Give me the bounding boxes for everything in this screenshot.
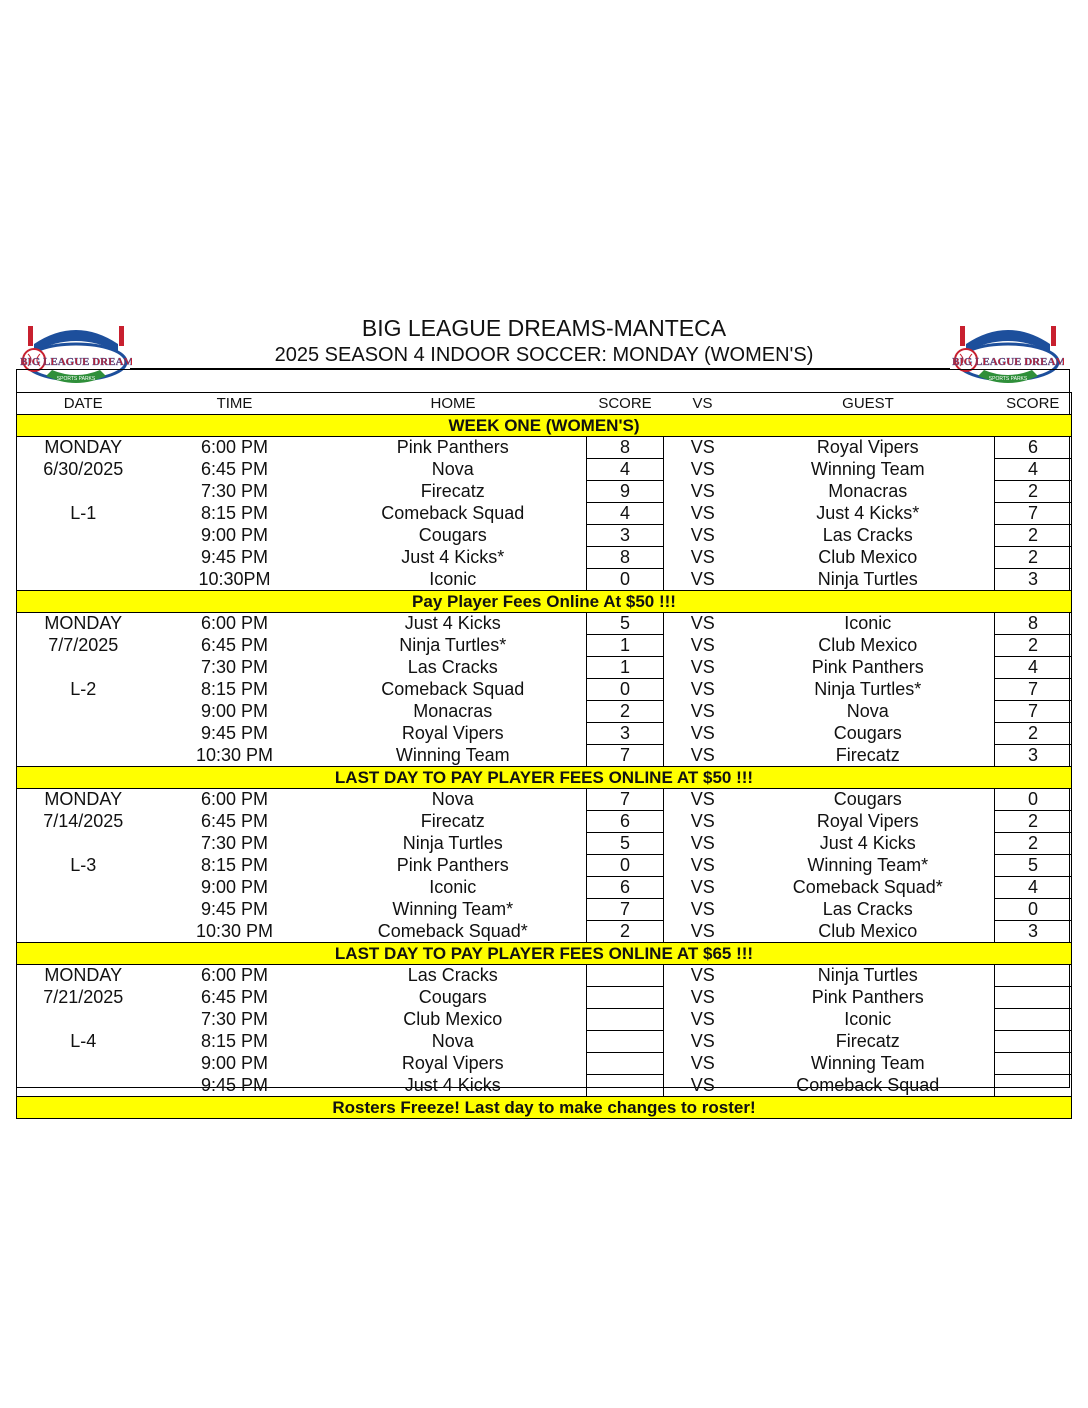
week-one-banner: [17, 415, 1072, 437]
notice-banner-text: Pay Player Fees Online At $50 !!!: [17, 591, 1072, 613]
home-score: 8: [587, 437, 664, 459]
week-one-banner-text: WEEK ONE (WOMEN'S): [17, 415, 1072, 437]
home-team: Winning Team*: [392, 899, 514, 919]
game-time: 7:30 PM: [200, 1009, 269, 1029]
home-team: Royal Vipers: [401, 723, 504, 743]
game-row: [17, 1031, 1072, 1053]
guest-score: 8: [995, 613, 1072, 635]
col-header-guest-score: SCORE: [995, 393, 1072, 415]
guest-team: Firecatz: [835, 744, 900, 765]
home-team: Pink Panthers: [396, 855, 509, 875]
home-team: Las Cracks: [407, 965, 498, 986]
home-score: 0: [587, 569, 664, 591]
notice-banner-text: LAST DAY TO PAY PLAYER FEES ONLINE AT $65 !!!: [17, 943, 1072, 965]
logo-subtext: SPORTS PARKS: [56, 376, 96, 382]
guest-team: Las Cracks: [822, 899, 913, 919]
guest-score: 6: [995, 437, 1072, 459]
game-time: 9:00 PM: [200, 1053, 269, 1073]
game-row: [17, 987, 1072, 1009]
guest-score: 3: [995, 745, 1072, 767]
home-team: Club Mexico: [403, 1009, 503, 1029]
vs-label: VS: [690, 723, 715, 743]
guest-score: 4: [995, 657, 1072, 679]
game-row: [17, 833, 1072, 855]
guest-team: Club Mexico: [818, 920, 918, 941]
vs-label: VS: [690, 568, 715, 589]
home-team: Comeback Squad: [381, 503, 525, 523]
home-score: 2: [587, 921, 664, 943]
vs-label: VS: [690, 744, 715, 765]
guest-score: 0: [995, 899, 1072, 921]
col-header-home: HOME: [320, 393, 587, 415]
game-row: [17, 547, 1072, 569]
guest-score: [995, 1009, 1072, 1031]
home-score: 6: [587, 877, 664, 899]
vs-label: VS: [690, 1009, 715, 1029]
game-row: [17, 459, 1072, 481]
home-score: [587, 987, 664, 1009]
game-row: [17, 657, 1072, 679]
home-team: Royal Vipers: [401, 1053, 504, 1073]
col-header-home-score: SCORE: [587, 393, 664, 415]
col-header-guest: GUEST: [742, 393, 995, 415]
guest-score: 4: [995, 459, 1072, 481]
game-row: [17, 613, 1072, 635]
guest-team: Just 4 Kicks*: [816, 503, 920, 523]
game-time: 8:15 PM: [200, 855, 269, 875]
vs-label: VS: [690, 547, 715, 567]
col-header-time: TIME: [150, 393, 320, 415]
guest-team: Ninja Turtles: [817, 568, 918, 589]
game-date: L-1: [17, 503, 150, 525]
game-date: [17, 833, 150, 855]
vs-label: VS: [690, 899, 715, 919]
home-score: 7: [587, 789, 664, 811]
guest-score: 2: [995, 635, 1072, 657]
home-score: 1: [587, 657, 664, 679]
vs-label: VS: [690, 701, 715, 721]
home-score: 8: [587, 547, 664, 569]
game-date: L-2: [17, 679, 150, 701]
game-time: 9:00 PM: [200, 525, 269, 545]
vs-label: VS: [690, 635, 715, 655]
home-score: 9: [587, 481, 664, 503]
notice-banner-text: LAST DAY TO PAY PLAYER FEES ONLINE AT $50 !!!: [17, 767, 1072, 789]
guest-score: 4: [995, 877, 1072, 899]
home-score: 7: [587, 745, 664, 767]
vs-label: VS: [690, 525, 715, 545]
game-date: [17, 701, 150, 723]
home-team: Firecatz: [420, 481, 485, 501]
home-score: [587, 1075, 664, 1097]
page-title: BIG LEAGUE DREAMS-MANTECA: [361, 315, 727, 341]
game-date: [17, 657, 150, 679]
vs-label: VS: [690, 877, 715, 897]
guest-team: Winning Team: [810, 1053, 925, 1073]
vs-label: VS: [690, 789, 715, 810]
guest-team: Royal Vipers: [816, 437, 919, 458]
guest-score: 3: [995, 569, 1072, 591]
schedule-table: [16, 392, 1072, 1119]
guest-team: Comeback Squad: [796, 1074, 940, 1095]
game-row: [17, 1075, 1072, 1097]
game-row: [17, 1009, 1072, 1031]
game-time: 6:45 PM: [200, 635, 269, 655]
game-date: [17, 723, 150, 745]
home-score: 2: [587, 701, 664, 723]
game-row: [17, 745, 1072, 767]
guest-team: Nova: [846, 701, 889, 721]
home-team: Just 4 Kicks*: [401, 547, 505, 567]
game-date: MONDAY: [17, 613, 150, 635]
game-time: 6:45 PM: [200, 459, 269, 479]
notice-banner: [17, 1097, 1072, 1119]
game-time: 6:00 PM: [200, 437, 269, 458]
vs-label: VS: [690, 1074, 715, 1095]
game-date: [17, 899, 150, 921]
guest-score: 2: [995, 833, 1072, 855]
home-score: 6: [587, 811, 664, 833]
vs-label: VS: [690, 613, 715, 634]
col-header-vs: VS: [664, 393, 742, 415]
game-date: [17, 525, 150, 547]
game-date: [17, 1075, 150, 1097]
vs-label: VS: [690, 855, 715, 875]
home-team: Just 4 Kicks: [404, 613, 501, 634]
game-date: [17, 921, 150, 943]
home-score: 3: [587, 723, 664, 745]
col-header-date: DATE: [17, 393, 150, 415]
home-score: 4: [587, 459, 664, 481]
notice-banner-text: Rosters Freeze! Last day to make changes to roster!: [17, 1097, 1072, 1119]
home-team: Iconic: [429, 568, 477, 589]
guest-score: 7: [995, 701, 1072, 723]
game-date: L-3: [17, 855, 150, 877]
guest-score: 7: [995, 503, 1072, 525]
home-score: [587, 1009, 664, 1031]
game-row: [17, 899, 1072, 921]
guest-team: Ninja Turtles: [817, 965, 918, 986]
vs-label: VS: [690, 833, 715, 853]
guest-team: Pink Panthers: [811, 657, 924, 677]
home-score: [587, 1031, 664, 1053]
home-score: [587, 1053, 664, 1075]
guest-score: 2: [995, 547, 1072, 569]
guest-team: Winning Team*: [807, 855, 929, 875]
home-score: [587, 965, 664, 987]
game-row: [17, 503, 1072, 525]
home-team: Pink Panthers: [396, 437, 509, 458]
logo-subtext: SPORTS PARKS: [988, 376, 1028, 382]
home-team: Firecatz: [420, 811, 485, 831]
game-date: [17, 745, 150, 767]
guest-team: Ninja Turtles*: [814, 679, 922, 699]
game-row: [17, 569, 1072, 591]
game-time: 7:30 PM: [200, 657, 269, 677]
game-row: [17, 635, 1072, 657]
game-row: [17, 811, 1072, 833]
guest-score: [995, 1075, 1072, 1097]
home-score: 3: [587, 525, 664, 547]
vs-label: VS: [690, 811, 715, 831]
vs-label: VS: [690, 987, 715, 1007]
guest-score: 0: [995, 789, 1072, 811]
game-time: 8:15 PM: [200, 1031, 269, 1051]
game-time: 6:45 PM: [200, 987, 269, 1007]
home-team: Monacras: [413, 701, 493, 721]
game-time: 7:30 PM: [200, 481, 269, 501]
home-score: 0: [587, 855, 664, 877]
logo-text: BIG LEAGUE DREAMS: [20, 356, 132, 368]
game-row: [17, 965, 1072, 987]
game-time: 6:00 PM: [200, 789, 269, 810]
vs-label: VS: [690, 437, 715, 458]
page-subtitle: 2025 SEASON 4 INDOOR SOCCER: MONDAY (WOMEN'S): [274, 344, 814, 366]
home-team: Cougars: [418, 525, 487, 545]
game-date: [17, 481, 150, 503]
vs-label: VS: [690, 920, 715, 941]
game-time: 9:45 PM: [200, 547, 269, 567]
home-score: 1: [587, 635, 664, 657]
logo-text: BIG LEAGUE DREAMS: [952, 356, 1064, 368]
game-time: 10:30 PM: [195, 920, 274, 941]
home-team: Cougars: [418, 987, 487, 1007]
game-row: [17, 1053, 1072, 1075]
vs-label: VS: [690, 459, 715, 479]
guest-team: Winning Team: [810, 459, 925, 479]
guest-team: Club Mexico: [818, 547, 918, 567]
game-time: 9:45 PM: [200, 899, 269, 919]
game-date: MONDAY: [17, 789, 150, 811]
guest-score: [995, 965, 1072, 987]
game-date: [17, 1009, 150, 1031]
guest-team: Club Mexico: [818, 635, 918, 655]
guest-team: Cougars: [833, 789, 902, 810]
game-date: [17, 569, 150, 591]
game-time: 10:30PM: [198, 568, 271, 589]
game-date: 7/14/2025: [17, 811, 150, 833]
home-score: 5: [587, 833, 664, 855]
guest-score: 5: [995, 855, 1072, 877]
guest-score: 7: [995, 679, 1072, 701]
game-time: 8:15 PM: [200, 679, 269, 699]
game-time: 9:45 PM: [200, 1074, 269, 1095]
game-date: 7/21/2025: [17, 987, 150, 1009]
game-time: 6:45 PM: [200, 811, 269, 831]
game-row: [17, 921, 1072, 943]
vs-label: VS: [690, 1031, 715, 1051]
guest-score: 2: [995, 811, 1072, 833]
home-team: Comeback Squad: [381, 679, 525, 699]
notice-banner: [17, 591, 1072, 613]
game-row: [17, 855, 1072, 877]
home-team: Comeback Squad*: [377, 920, 528, 941]
guest-team: Iconic: [844, 1009, 892, 1029]
game-row: [17, 789, 1072, 811]
vs-label: VS: [690, 657, 715, 677]
game-row: [17, 679, 1072, 701]
game-time: 9:45 PM: [200, 723, 269, 743]
guest-team: Pink Panthers: [811, 987, 924, 1007]
game-date: L-4: [17, 1031, 150, 1053]
game-time: 6:00 PM: [200, 965, 269, 986]
game-row: [17, 437, 1072, 459]
guest-team: Iconic: [844, 613, 892, 634]
home-team: Winning Team: [395, 744, 510, 765]
game-date: 7/7/2025: [17, 635, 150, 657]
home-score: 0: [587, 679, 664, 701]
vs-label: VS: [690, 503, 715, 523]
game-row: [17, 877, 1072, 899]
game-date: 6/30/2025: [17, 459, 150, 481]
notice-banner: [17, 767, 1072, 789]
game-date: [17, 877, 150, 899]
home-team: Just 4 Kicks: [404, 1074, 501, 1095]
game-time: 8:15 PM: [200, 503, 269, 523]
guest-score: [995, 1031, 1072, 1053]
game-row: [17, 701, 1072, 723]
home-team: Las Cracks: [407, 657, 498, 677]
guest-team: Comeback Squad*: [792, 877, 943, 897]
home-team: Nova: [431, 789, 474, 810]
guest-score: 3: [995, 921, 1072, 943]
home-score: 5: [587, 613, 664, 635]
game-date: MONDAY: [17, 437, 150, 459]
game-time: 9:00 PM: [200, 877, 269, 897]
vs-label: VS: [690, 481, 715, 501]
home-team: Nova: [431, 1031, 474, 1051]
vs-label: VS: [690, 1053, 715, 1073]
guest-score: [995, 1053, 1072, 1075]
game-row: [17, 481, 1072, 503]
guest-score: 2: [995, 481, 1072, 503]
guest-team: Monacras: [828, 481, 908, 501]
guest-team: Just 4 Kicks: [819, 833, 916, 853]
guest-score: [995, 987, 1072, 1009]
guest-team: Firecatz: [835, 1031, 900, 1051]
guest-team: Las Cracks: [822, 525, 913, 545]
game-time: 6:00 PM: [200, 613, 269, 634]
game-time: 10:30 PM: [195, 744, 274, 765]
home-score: 4: [587, 503, 664, 525]
home-score: 7: [587, 899, 664, 921]
game-row: [17, 723, 1072, 745]
home-team: Iconic: [429, 877, 477, 897]
guest-team: Royal Vipers: [816, 811, 919, 831]
vs-label: VS: [690, 679, 715, 699]
notice-banner: [17, 943, 1072, 965]
game-date: [17, 1053, 150, 1075]
home-team: Ninja Turtles*: [399, 635, 507, 655]
game-time: 9:00 PM: [200, 701, 269, 721]
guest-team: Cougars: [833, 723, 902, 743]
game-date: MONDAY: [17, 965, 150, 987]
home-team: Ninja Turtles: [402, 833, 503, 853]
column-header-row: [17, 393, 1072, 415]
guest-score: 2: [995, 723, 1072, 745]
game-row: [17, 525, 1072, 547]
game-time: 7:30 PM: [200, 833, 269, 853]
home-team: Nova: [431, 459, 474, 479]
guest-score: 2: [995, 525, 1072, 547]
vs-label: VS: [690, 965, 715, 986]
game-date: [17, 547, 150, 569]
